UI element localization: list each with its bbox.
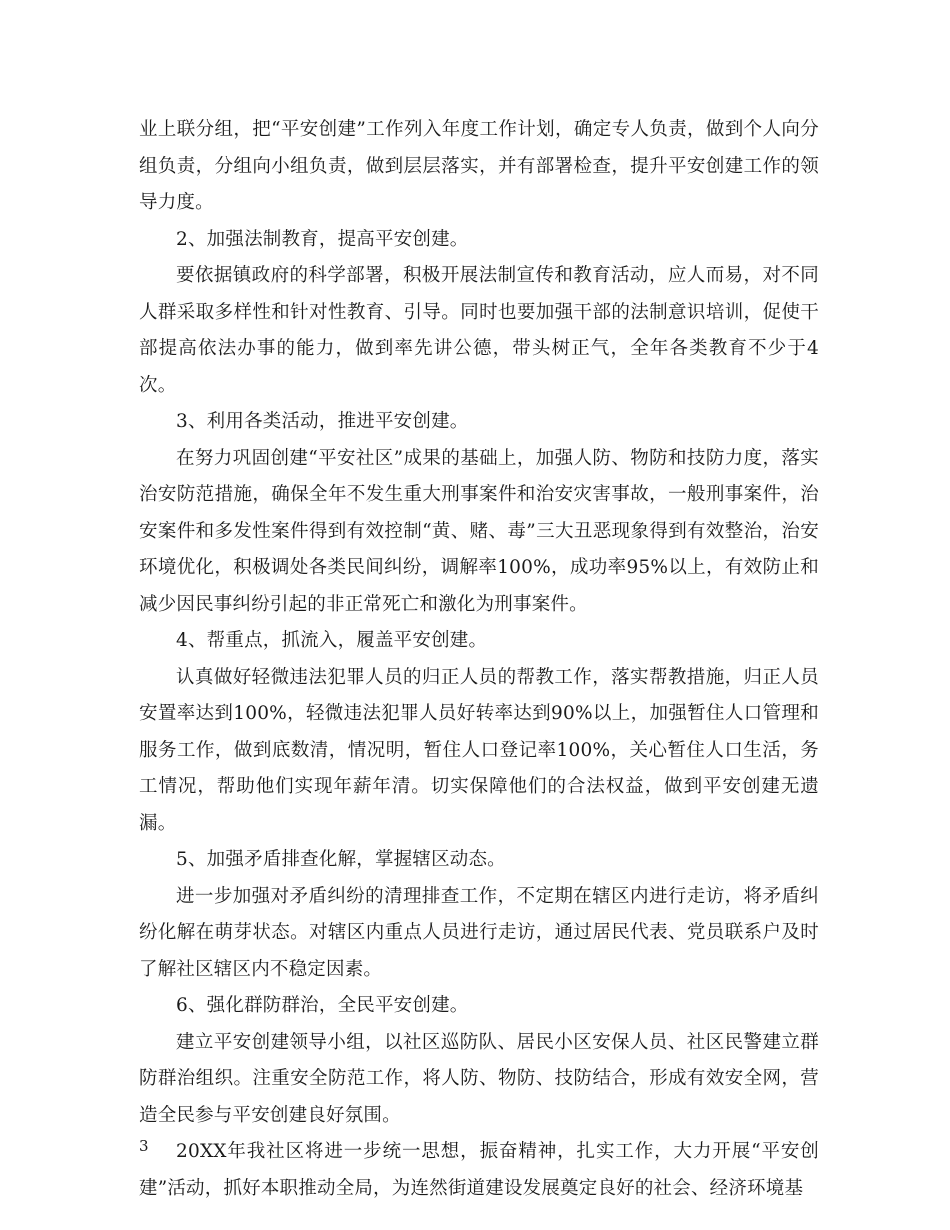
section-heading-4: 4、帮重点，抓流入，履盖平安创建。 — [176, 630, 488, 651]
paragraph-continuation: 业上联分组，把“平安创建”工作列入年度工作计划，确定专人负责，做到个人向分组负责，分组向小组负责，做到层层落实，并有部署检查，提升平安创建工作的领导力度。 — [139, 119, 819, 213]
paragraph-dispute-resolution: 进一步加强对矛盾纠纷的清理排查工作，不定期在辖区内进行走访，将矛盾纠纷化解在萌芽状态。对辖区内重点人员进行走访，通过居民代表、党员联系户及时了解社区辖区内不稳定因素。 — [139, 885, 819, 980]
paragraph-legal-education: 要依据镇政府的科学部署，积极开展法制宣传和教育活动，应人而易，对不同人群采取多样性和针对性教育、引导。同时也要加强干部的法制意识培训，促使干部提高依法办事的能力，做到率先讲公德，带头树正气，全年各类教育不少于4次。 — [139, 265, 819, 396]
section-heading-3: 3、利用各类活动，推进平安创建。 — [176, 411, 469, 432]
paragraph-activities: 在努力巩固创建“平安社区”成果的基础上，加强人防、物防和技防力度，落实治安防范措施，确保全年不发生重大刑事案件和治安灾害事故，一般刑事案件，治安案件和多发性案件得到有效控制“黄、赌、毒”三大丑恶现象得到有效整治，治安环境优化，积极调处各类民间纠纷，调解率100%，成功率95%以上，有效防止和减少因民事纠纷引起的非正常死亡和激化为刑事案件。 — [139, 447, 819, 615]
paragraph-conclusion: 20XX年我社区将进一步统一思想，振奋精神，扎实工作，大力开展“平安创建”活动，抓好本职推动全局，为连然街道建设发展奠定良好的社会、经济环境基 — [139, 1141, 819, 1199]
document-body — [139, 112, 819, 1207]
section-heading-5: 5、加强矛盾排查化解，掌握辖区动态。 — [176, 849, 506, 870]
paragraph-mass-prevention: 建立平安创建领导小组，以社区巡防队、居民小区安保人员、社区民警建立群防群治组织。注重安全防范工作，将人防、物防、技防结合，形成有效安全网，营造全民参与平安创建良好氛围。 — [139, 1031, 819, 1126]
section-heading-2: 2、加强法制教育，提高平安创建。 — [176, 228, 469, 250]
page-number: 3 — [139, 1137, 149, 1155]
paragraph-key-personnel: 认真做好轻微违法犯罪人员的归正人员的帮教工作，落实帮教措施，归正人员安置率达到100%，轻微违法犯罪人员好转率达到90%以上，加强暂住人口管理和服务工作，做到底数清，情况明，暂住人口登记率100%，关心暂住人口生活，务工情况，帮助他们实现年薪年清。切实保障他们的合法权益，做到平安创建无遗漏。 — [139, 666, 819, 834]
section-heading-6: 6、强化群防群治，全民平安创建。 — [176, 995, 469, 1016]
